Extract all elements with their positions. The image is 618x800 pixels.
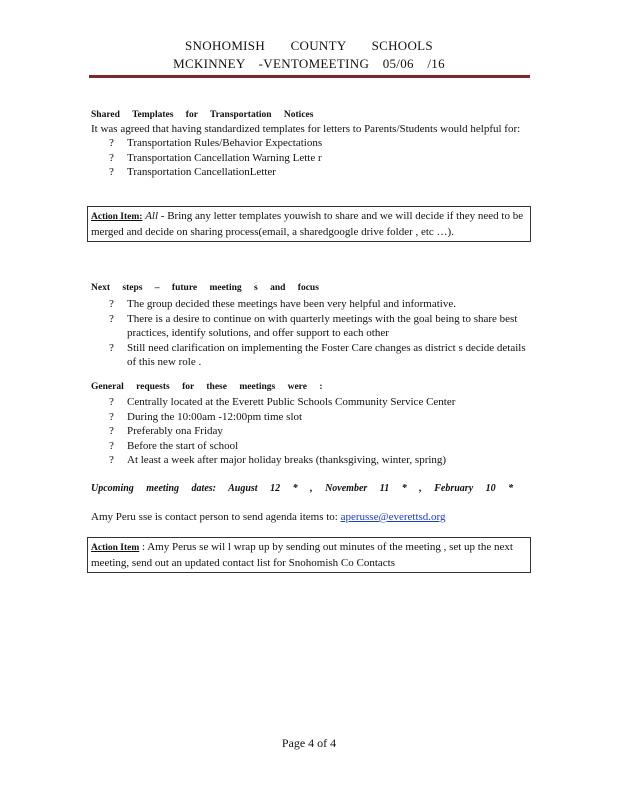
list-item: ? The group decided these meetings have been very helpful and informative. [109,298,456,310]
action-item-label: Action Item [91,543,140,553]
section-heading: General requests for these meetings were : [91,382,323,392]
contact-text: Amy Peru sse is contact person to send agenda items to: [91,511,338,523]
email-link[interactable]: aperusse@everettsd.org [340,511,446,523]
bullet-glyph: ? [109,137,114,149]
header-divider [89,75,530,78]
general-requests-section [91,380,531,468]
upcoming-dates [91,482,531,496]
list-item: ? There is a desire to continue on with quarterly meetings with the goal being to share best practices, identify solutions, and offer support to each other [109,312,518,339]
next-steps-section [91,281,531,370]
section-heading: Next steps – future meeting s and focus [91,283,319,293]
action-item-label: Action Item: [91,212,143,222]
action-item-text: : Amy Perus se wil l wrap up by sending out minutes of the meeting , set up the next meeting, send out an updated contact list for Snohomish Co Contacts [91,541,513,569]
list-item: ? Transportation Rules/Behavior Expectations [109,137,323,149]
header-district: SNOHOMISH COUNTY SCHOOLS [185,38,433,53]
list-item: ? Still need clarification on implementing the Foster Care changes as district s decide details of this new role . [109,341,526,368]
action-item-box-2 [87,537,531,573]
list-item: ? During the 10:00am -12:00pm time slot [109,410,303,423]
section-intro: It was agreed that having standardized templates for letters to Parents/Students would helpful for: [91,123,521,135]
action-item-text: - Bring any letter templates youwish to share and we will decide if they need to be merged and decide on sharing process(email, a sharedgoogle drive folder , etc …). [91,210,524,238]
upcoming-dates-text: Upcoming meeting dates: August 12 * , November 11 * , February 10 * [91,483,514,494]
list-item: ? Before the start of school [109,439,239,452]
bullet-glyph: ? [109,166,114,178]
list-item: ? Centrally located at the Everett Public Schools Community Service Center [109,396,456,408]
action-item-assignee: All [145,210,159,222]
shared-templates-section [91,108,531,180]
list-item: ? Transportation Cancellation Warning Lette r [109,151,322,164]
list-item: ? Transportation CancellationLetter [109,166,276,178]
bullet-list [91,395,531,468]
list-item: ? At least a week after major holiday breaks (thanksgiving, winter, spring) [109,454,447,466]
list-item: ? Preferably ona Friday [109,425,223,437]
contact-line [91,510,531,524]
section-heading: Shared Templates for Transportation Notices [91,110,314,120]
bullet-list [91,136,531,180]
header-meeting: MCKINNEY -VENTOMEETING 05/06 /16 [173,56,445,71]
action-item-box [87,206,531,242]
bullet-glyph: ? [109,151,114,164]
page-number: Page 4 of 4 [281,736,337,750]
bullet-list [91,297,531,370]
